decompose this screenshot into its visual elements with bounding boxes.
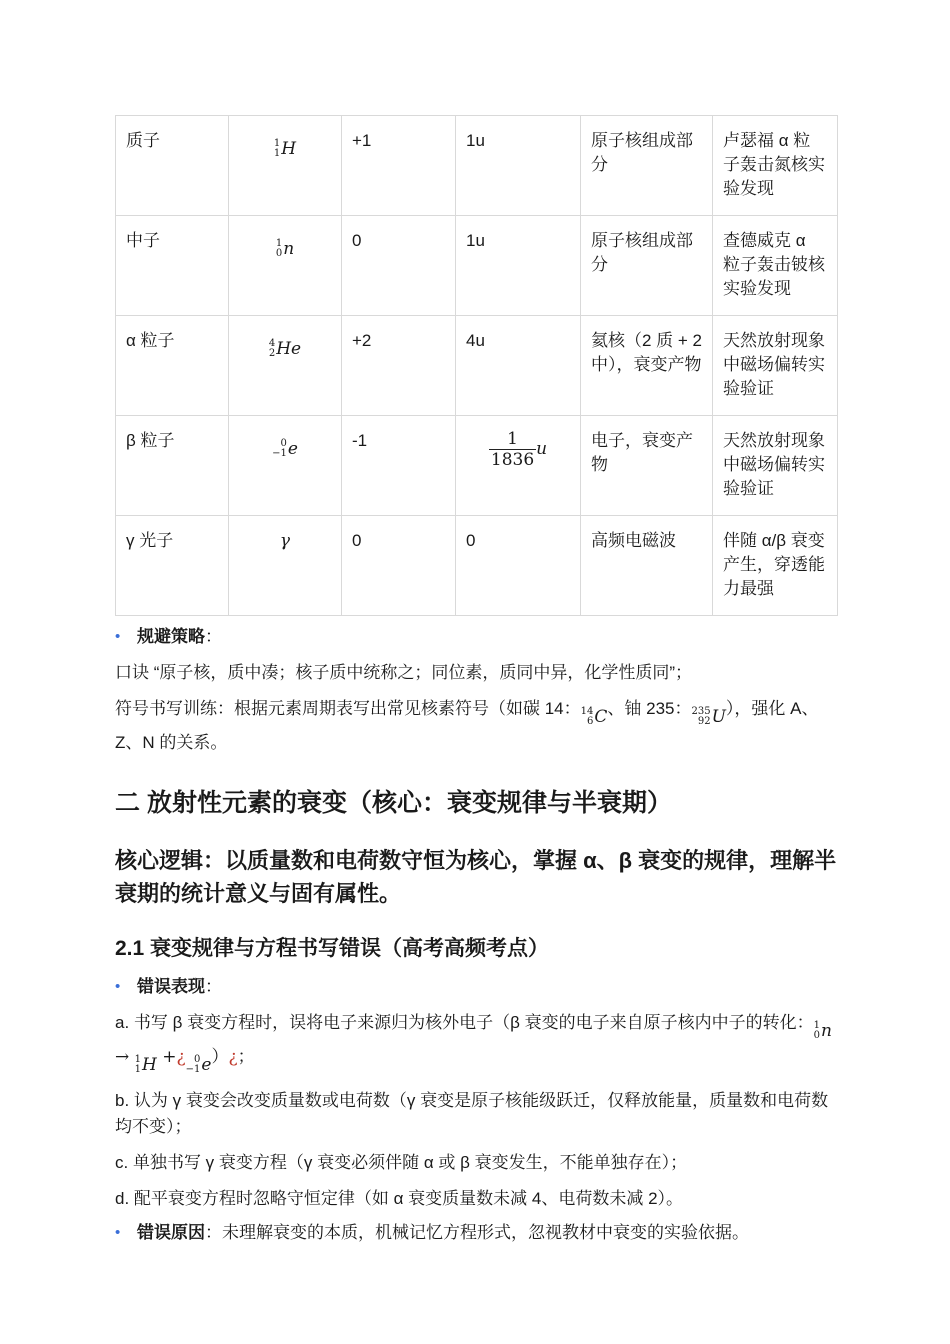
particle-name: α 粒子 bbox=[116, 316, 229, 416]
particle-role: 电子，衰变产物 bbox=[581, 416, 713, 516]
particle-symbol: 1 0 n bbox=[229, 216, 342, 316]
error-item-c: c. 单独书写 γ 衰变方程（γ 衰变必须伴随 α 或 β 衰变发生，不能单独存在）； bbox=[115, 1153, 688, 1172]
particle-role: 原子核组成部分 bbox=[581, 116, 713, 216]
particle-discovery: 伴随 α/β 衰变产生，穿透能力最强 bbox=[713, 516, 838, 616]
particle-symbol: 4 2 He bbox=[229, 316, 342, 416]
particle-name: β 粒子 bbox=[116, 416, 229, 516]
error-item-a: a. 书写 β 衰变方程时，误将电子来源归为核外电子（β 衰变的电子来自原子核内中子的转化： 1 0 n → 1 1 H +¿ 0 −1 e ）¿； bbox=[115, 1013, 832, 1075]
table-row bbox=[116, 116, 838, 216]
particle-name: 质子 bbox=[116, 116, 229, 216]
particle-role: 高频电磁波 bbox=[581, 516, 713, 616]
mass-fraction: $\frac{1}{1836}$ bbox=[490, 429, 535, 470]
errors-bullet: • 错误表现： bbox=[115, 974, 837, 1000]
particle-role: 原子核组成部分 bbox=[581, 216, 713, 316]
particle-mass: 1u bbox=[456, 116, 581, 216]
particle-charge: +1 bbox=[342, 116, 456, 216]
core-logic-heading: 核心逻辑：以质量数和电荷数守恒为核心，掌握 α、β 衰变的规律，理解半衰期的统计意义与固有属性。 bbox=[115, 848, 837, 906]
particle-discovery: 天然放射现象中磁场偏转实验验证 bbox=[713, 316, 838, 416]
carbon-14-symbol: 14 6 C bbox=[580, 706, 608, 727]
particle-mass: 0 bbox=[456, 516, 581, 616]
particle-mass: $\frac{1}{1836}$ u bbox=[456, 416, 581, 516]
particle-name: γ 光子 bbox=[116, 516, 229, 616]
particle-discovery: 天然放射现象中磁场偏转实验验证 bbox=[713, 416, 838, 516]
cause-label: 错误原因 bbox=[137, 1223, 205, 1242]
particle-role: 氦核（2 质 + 2 中），衰变产物 bbox=[581, 316, 713, 416]
strategy-label: 规避策略 bbox=[137, 627, 205, 646]
particle-mass: 1u bbox=[456, 216, 581, 316]
mnemonic-text: 口诀 “原子核，质中凑；核子质中统称之；同位素，质同中异，化学性质同”； bbox=[115, 663, 693, 682]
particle-table bbox=[115, 115, 838, 616]
particle-charge: 0 bbox=[342, 516, 456, 616]
errors-label: 错误表现 bbox=[137, 977, 205, 996]
table-row bbox=[116, 416, 838, 516]
particle-charge: -1 bbox=[342, 416, 456, 516]
strategy-bullet: • 规避策略： bbox=[115, 624, 837, 650]
particle-charge: 0 bbox=[342, 216, 456, 316]
error-item-b: b. 认为 γ 衰变会改变质量数或电荷数（γ 衰变是原子核能级跃迁，仅释放能量，质量数和电荷数均不变）； bbox=[115, 1091, 829, 1136]
subsection-2-1-title: 2.1 衰变规律与方程书写错误（高考高频考点） bbox=[115, 937, 550, 960]
particle-symbol: γ bbox=[229, 516, 342, 616]
uranium-235-symbol: 235 92 U bbox=[691, 706, 726, 727]
error-item-d: d. 配平衰变方程时忽略守恒定律（如 α 衰变质量数未减 4、电荷数未减 2）。 bbox=[115, 1189, 684, 1208]
document-page bbox=[115, 115, 837, 1246]
table-row bbox=[116, 216, 838, 316]
particle-name: 中子 bbox=[116, 216, 229, 316]
particle-discovery: 卢瑟福 α 粒子轰击氮核实验发现 bbox=[713, 116, 838, 216]
beta-decay-equation: 1 0 n → 1 1 H +¿ 0 −1 e ）¿ bbox=[115, 1020, 832, 1075]
particle-symbol: 0 −1 e bbox=[229, 416, 342, 516]
section-2-title: 二 放射性元素的衰变（核心：衰变规律与半衰期） bbox=[115, 789, 672, 817]
table-row bbox=[116, 516, 838, 616]
cause-text: 未理解衰变的本质，机械记忆方程形式，忽视教材中衰变的实验依据。 bbox=[222, 1223, 749, 1242]
symbol-training-text: 符号书写训练：根据元素周期表写出常见核素符号（如碳 14： 14 6 C 、铀 235： 235 92 U ），强化 A、Z、N 的关系。 bbox=[115, 699, 819, 752]
table-row bbox=[116, 316, 838, 416]
cause-bullet: • 错误原因：未理解衰变的本质，机械记忆方程形式，忽视教材中衰变的实验依据。 bbox=[115, 1220, 837, 1246]
particle-mass: 4u bbox=[456, 316, 581, 416]
particle-charge: +2 bbox=[342, 316, 456, 416]
particle-symbol: 1 1 H bbox=[229, 116, 342, 216]
particle-discovery: 查德威克 α 粒子轰击铍核实验发现 bbox=[713, 216, 838, 316]
